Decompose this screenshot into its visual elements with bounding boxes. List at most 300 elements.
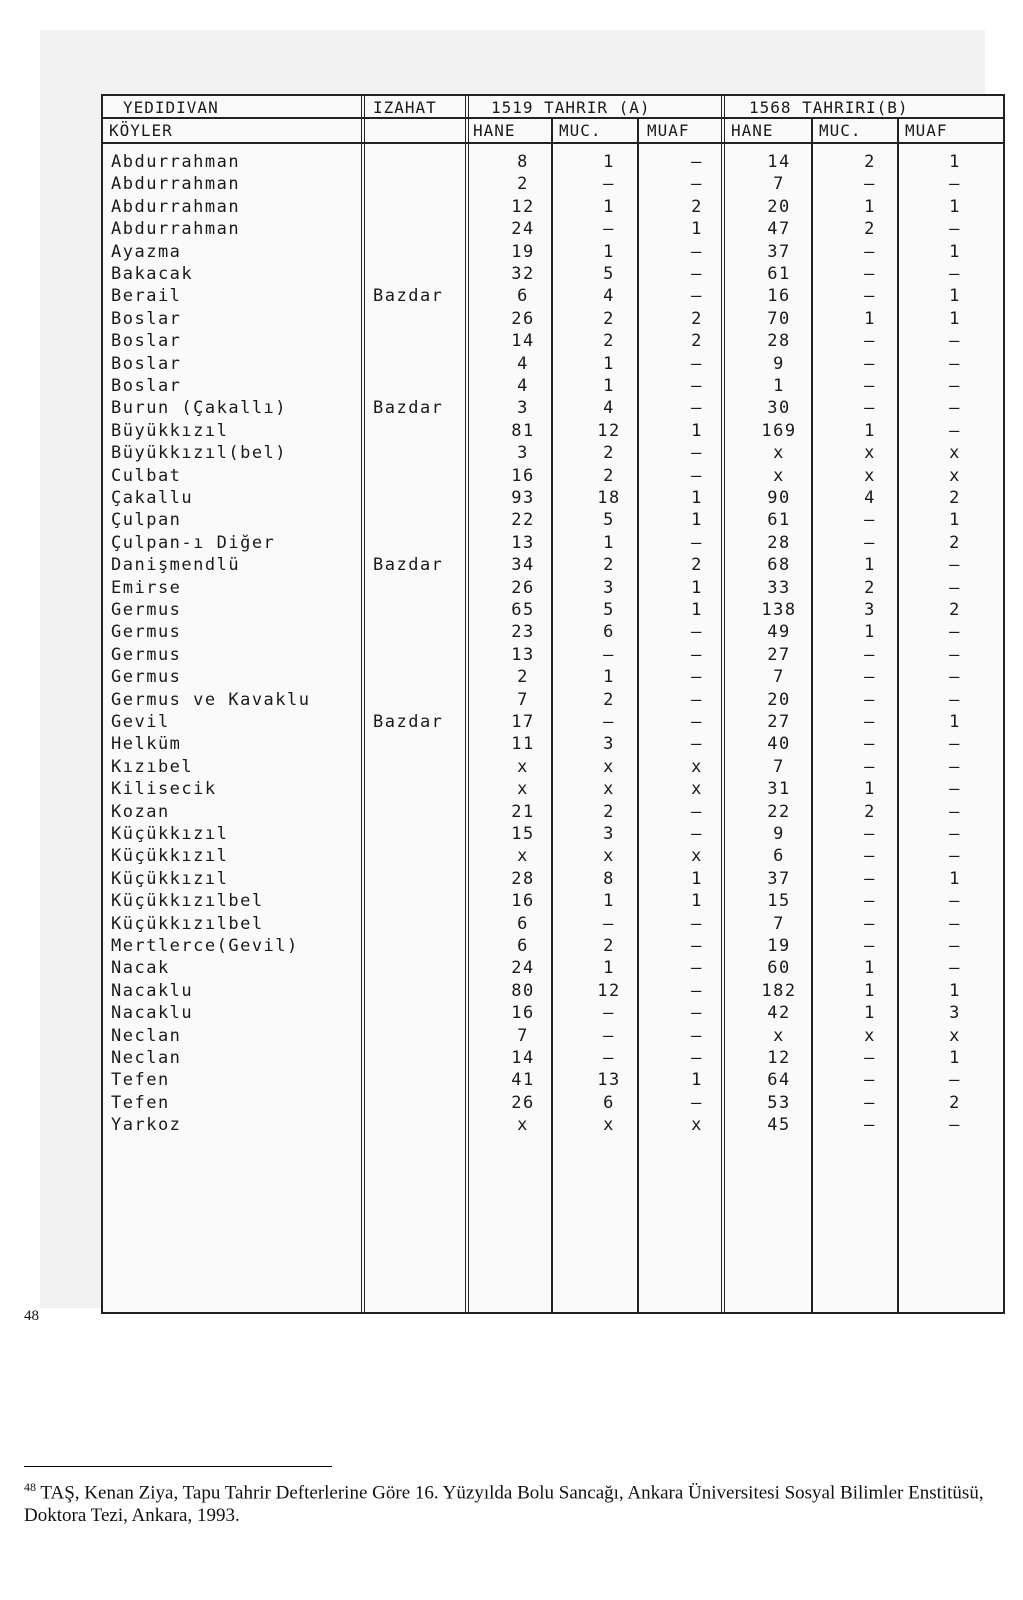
- b-muc-cell: 2: [864, 577, 876, 598]
- a-muc-cell: 2: [603, 689, 615, 710]
- table-row: [103, 555, 1003, 578]
- b-muc-cell: –: [864, 734, 876, 755]
- a-muaf-cell: –: [691, 286, 703, 307]
- b-muaf-cell: 1: [949, 712, 961, 732]
- village-name: Abdurrahman: [111, 219, 241, 240]
- table-row: [103, 914, 1003, 937]
- village-name: Boslar: [111, 308, 182, 329]
- b-muc-cell: 1: [864, 980, 876, 1001]
- a-hane-cell: 12: [511, 196, 535, 217]
- b-muc-cell: –: [864, 644, 876, 665]
- table-row: [103, 802, 1003, 825]
- b-muc-cell: –: [864, 1070, 876, 1091]
- a-muaf-cell: –: [691, 264, 703, 284]
- a-muc-cell: –: [603, 1025, 615, 1046]
- village-name: Bakacak: [111, 264, 194, 284]
- b-muc-cell: –: [864, 353, 876, 374]
- b-muaf-cell: 1: [949, 196, 961, 217]
- a-hane-cell: 19: [511, 241, 535, 262]
- b-hane-cell: 7: [773, 174, 785, 195]
- a-muc-cell: 6: [603, 1092, 615, 1113]
- a-muaf-cell: –: [691, 622, 703, 643]
- village-name: Küçükkızıl: [111, 824, 229, 844]
- table-row: [103, 510, 1003, 533]
- b-muaf-cell: 1: [949, 241, 961, 262]
- b-muaf-cell: –: [949, 644, 961, 665]
- a-muc-cell: 8: [603, 868, 615, 889]
- b-muaf-cell: 1: [949, 868, 961, 889]
- b-muc-cell: 1: [864, 555, 876, 576]
- b-hane-cell: 6: [773, 846, 785, 867]
- a-muaf-cell: 2: [691, 555, 703, 576]
- a-muaf-cell: –: [691, 443, 703, 464]
- village-name: Germus: [111, 600, 182, 620]
- a-muc-cell: 13: [597, 1070, 621, 1091]
- b-hane-cell: 20: [767, 196, 791, 217]
- b-muaf-cell: –: [949, 577, 961, 598]
- a-muc-cell: 4: [603, 286, 615, 307]
- village-name: Gevil: [111, 712, 170, 732]
- table-row: [103, 421, 1003, 444]
- a-muaf-cell: 1: [691, 577, 703, 598]
- b-hane-cell: x: [773, 465, 785, 486]
- b-muc-cell: –: [864, 264, 876, 284]
- a-muc-cell: 6: [603, 622, 615, 643]
- a-hane-cell: 4: [517, 353, 529, 374]
- b-muc-cell: –: [864, 1092, 876, 1113]
- table-row: [103, 443, 1003, 466]
- b-muaf-cell: –: [949, 1115, 961, 1136]
- village-name: Yarkoz: [111, 1115, 182, 1136]
- b-muaf-cell: 2: [949, 532, 961, 553]
- a-muc-cell: 5: [603, 600, 615, 620]
- table-row: [103, 1048, 1003, 1071]
- table-row: [103, 734, 1003, 757]
- izahat-cell: Bazdar: [373, 398, 444, 419]
- b-muc-cell: –: [864, 689, 876, 710]
- table-row: [103, 1026, 1003, 1049]
- a-muc-cell: 2: [603, 308, 615, 329]
- a-muaf-cell: –: [691, 174, 703, 195]
- b-hane-cell: 60: [767, 958, 791, 979]
- b-muc-cell: –: [864, 376, 876, 396]
- a-hane-cell: 41: [511, 1070, 535, 1091]
- a-hane-header: HANE: [473, 121, 516, 140]
- b-muc-cell: 1: [864, 420, 876, 441]
- a-muc-cell: 1: [603, 891, 615, 912]
- a-muc-cell: x: [603, 779, 615, 800]
- b-muc-cell: 2: [864, 219, 876, 240]
- table-row: [103, 197, 1003, 220]
- table-row: [103, 846, 1003, 869]
- table-row: [103, 1070, 1003, 1093]
- b-muc-cell: 2: [864, 801, 876, 822]
- a-muaf-cell: –: [691, 241, 703, 262]
- table-row: [103, 712, 1003, 735]
- a-muc-cell: 5: [603, 510, 615, 531]
- b-hane-cell: 28: [767, 532, 791, 553]
- a-muaf-cell: x: [691, 756, 703, 777]
- b-hane-cell: 12: [767, 1048, 791, 1068]
- a-muc-cell: –: [603, 1003, 615, 1024]
- a-muc-cell: 1: [603, 532, 615, 553]
- b-muc-cell: –: [864, 510, 876, 531]
- table-row: [103, 1093, 1003, 1116]
- a-hane-cell: x: [517, 779, 529, 800]
- b-muc-cell: –: [864, 756, 876, 777]
- table-row: [103, 354, 1003, 377]
- a-hane-cell: 13: [511, 644, 535, 665]
- b-muaf-cell: –: [949, 622, 961, 643]
- table-row: [103, 891, 1003, 914]
- b-muc-header: MUC.: [819, 121, 862, 140]
- b-muc-cell: 1: [864, 308, 876, 329]
- b-muaf-cell: –: [949, 398, 961, 419]
- b-hane-cell: 53: [767, 1092, 791, 1113]
- village-name: Helküm: [111, 734, 182, 755]
- a-hane-cell: 28: [511, 868, 535, 889]
- b-muc-cell: –: [864, 712, 876, 732]
- a-hane-cell: 23: [511, 622, 535, 643]
- region-title: YEDIDIVAN: [123, 98, 219, 117]
- a-muc-cell: 2: [603, 555, 615, 576]
- a-muaf-cell: 1: [691, 488, 703, 508]
- b-muaf-cell: x: [949, 1025, 961, 1046]
- b-muaf-cell: –: [949, 555, 961, 576]
- villages-column-header: KÖYLER: [109, 121, 173, 140]
- a-hane-cell: 26: [511, 308, 535, 329]
- table-row: [103, 466, 1003, 489]
- village-name: Abdurrahman: [111, 152, 241, 172]
- b-muc-cell: x: [864, 465, 876, 486]
- village-name: Küçükkızılbel: [111, 913, 264, 934]
- table-row: [103, 286, 1003, 309]
- footnote-text: TAŞ, Kenan Ziya, Tapu Tahrir Defterlerine Göre 16. Yüzyılda Bolu Sancağı, Ankara Üniversitesi Sosyal Bilimler Enstitüsü, Doktora Tezi, Ankara, 1993.: [24, 1482, 984, 1527]
- a-hane-cell: 7: [517, 1025, 529, 1046]
- a-hane-cell: x: [517, 756, 529, 777]
- b-hane-cell: 169: [761, 420, 797, 441]
- header-divider: [103, 117, 1003, 119]
- b-muaf-cell: 1: [949, 1048, 961, 1068]
- b-muaf-cell: –: [949, 667, 961, 688]
- a-muaf-cell: –: [691, 980, 703, 1001]
- b-muc-cell: –: [864, 667, 876, 688]
- b-hane-cell: 16: [767, 286, 791, 307]
- b-muaf-cell: x: [949, 465, 961, 486]
- footnote-marker: 48: [24, 1480, 36, 1494]
- scanned-table-image: [40, 30, 985, 1308]
- a-hane-cell: 3: [517, 398, 529, 419]
- a-muaf-cell: –: [691, 1092, 703, 1113]
- a-muaf-cell: 2: [691, 196, 703, 217]
- a-muaf-cell: 1: [691, 868, 703, 889]
- b-hane-cell: 49: [767, 622, 791, 643]
- table-row: [103, 1115, 1003, 1138]
- table-row: [103, 1003, 1003, 1026]
- a-muaf-cell: –: [691, 465, 703, 486]
- footnote: [24, 1476, 984, 1527]
- table-row: [103, 869, 1003, 892]
- b-muc-cell: –: [864, 891, 876, 912]
- table-row: [103, 331, 1003, 354]
- village-name: Mertlerce(Gevil): [111, 936, 299, 956]
- a-hane-cell: 24: [511, 219, 535, 240]
- b-muc-cell: –: [864, 286, 876, 307]
- a-muc-cell: 1: [603, 376, 615, 396]
- b-hane-cell: 22: [767, 801, 791, 822]
- a-muaf-cell: x: [691, 846, 703, 867]
- a-muc-cell: –: [603, 174, 615, 195]
- village-name: Çakallu: [111, 488, 194, 508]
- a-hane-cell: 7: [517, 689, 529, 710]
- a-hane-cell: 16: [511, 465, 535, 486]
- a-muaf-header: MUAF: [647, 121, 690, 140]
- a-hane-cell: 8: [517, 152, 529, 172]
- b-hane-cell: 31: [767, 779, 791, 800]
- table-row: [103, 578, 1003, 601]
- village-name: Neclan: [111, 1048, 182, 1068]
- table-row: [103, 600, 1003, 623]
- b-hane-cell: 27: [767, 712, 791, 732]
- village-name: Büyükkızıl(bel): [111, 443, 288, 464]
- a-muaf-cell: –: [691, 667, 703, 688]
- table-row: [103, 264, 1003, 287]
- b-hane-cell: 70: [767, 308, 791, 329]
- b-hane-cell: 9: [773, 353, 785, 374]
- b-muc-cell: –: [864, 846, 876, 867]
- b-muc-cell: –: [864, 1048, 876, 1068]
- a-muaf-cell: –: [691, 936, 703, 956]
- b-hane-cell: 33: [767, 577, 791, 598]
- table-row: [103, 958, 1003, 981]
- b-muaf-cell: –: [949, 779, 961, 800]
- table-row: [103, 981, 1003, 1004]
- b-muc-cell: 1: [864, 196, 876, 217]
- a-hane-cell: 80: [511, 980, 535, 1001]
- a-muaf-cell: –: [691, 734, 703, 755]
- izahat-cell: Bazdar: [373, 286, 444, 307]
- a-muaf-cell: –: [691, 532, 703, 553]
- b-muaf-cell: –: [949, 913, 961, 934]
- b-muaf-cell: –: [949, 891, 961, 912]
- village-name: Küçükkızıl: [111, 846, 229, 867]
- a-muaf-cell: 1: [691, 420, 703, 441]
- a-muc-cell: 1: [603, 958, 615, 979]
- village-name: Neclan: [111, 1025, 182, 1046]
- a-muc-cell: 5: [603, 264, 615, 284]
- b-muaf-cell: –: [949, 264, 961, 284]
- a-muaf-cell: 1: [691, 891, 703, 912]
- b-hane-cell: 68: [767, 555, 791, 576]
- b-muc-cell: 1: [864, 958, 876, 979]
- table-row: [103, 645, 1003, 668]
- table-row: [103, 309, 1003, 332]
- a-muaf-cell: –: [691, 913, 703, 934]
- a-muaf-cell: 2: [691, 308, 703, 329]
- a-hane-cell: 6: [517, 286, 529, 307]
- b-hane-cell: 37: [767, 241, 791, 262]
- a-hane-cell: 14: [511, 1048, 535, 1068]
- village-name: Çulpan-ı Diğer: [111, 532, 276, 553]
- b-hane-cell: x: [773, 1025, 785, 1046]
- b-muaf-cell: –: [949, 846, 961, 867]
- village-name: Berail: [111, 286, 182, 307]
- a-muc-cell: 1: [603, 152, 615, 172]
- izahat-cell: Bazdar: [373, 555, 444, 576]
- b-muaf-cell: 1: [949, 980, 961, 1001]
- village-name: Kozan: [111, 801, 170, 822]
- a-hane-cell: 16: [511, 891, 535, 912]
- b-muc-cell: –: [864, 174, 876, 195]
- table-row: [103, 690, 1003, 713]
- village-name: Küçükkızılbel: [111, 891, 264, 912]
- table-row: [103, 174, 1003, 197]
- a-muc-cell: 1: [603, 353, 615, 374]
- village-name: Abdurrahman: [111, 174, 241, 195]
- a-hane-cell: 16: [511, 1003, 535, 1024]
- a-hane-cell: 22: [511, 510, 535, 531]
- a-hane-cell: 21: [511, 801, 535, 822]
- b-muaf-cell: x: [949, 443, 961, 464]
- b-muaf-cell: –: [949, 331, 961, 352]
- a-hane-cell: 6: [517, 936, 529, 956]
- a-hane-cell: 32: [511, 264, 535, 284]
- a-muc-cell: 12: [597, 980, 621, 1001]
- a-hane-cell: 2: [517, 174, 529, 195]
- a-hane-cell: 65: [511, 600, 535, 620]
- a-muc-cell: x: [603, 1115, 615, 1136]
- footnote-divider: [24, 1466, 332, 1467]
- a-hane-cell: 24: [511, 958, 535, 979]
- a-muc-cell: 3: [603, 824, 615, 844]
- a-muc-cell: 2: [603, 801, 615, 822]
- a-muaf-cell: 1: [691, 1070, 703, 1091]
- b-hane-cell: 20: [767, 689, 791, 710]
- table-row: [103, 622, 1003, 645]
- b-muaf-cell: 2: [949, 1092, 961, 1113]
- table-row: [103, 242, 1003, 265]
- a-muaf-cell: 2: [691, 331, 703, 352]
- b-hane-cell: 7: [773, 667, 785, 688]
- b-hane-header: HANE: [731, 121, 774, 140]
- b-muaf-cell: 1: [949, 152, 961, 172]
- b-muaf-cell: 2: [949, 488, 961, 508]
- b-hane-cell: 64: [767, 1070, 791, 1091]
- a-muaf-cell: –: [691, 376, 703, 396]
- b-muc-cell: –: [864, 1115, 876, 1136]
- table-row: [103, 533, 1003, 556]
- table-row: [103, 376, 1003, 399]
- b-muaf-cell: 1: [949, 286, 961, 307]
- a-muc-cell: 18: [597, 488, 621, 508]
- a-muc-cell: –: [603, 712, 615, 732]
- a-hane-cell: 34: [511, 555, 535, 576]
- a-hane-cell: 13: [511, 532, 535, 553]
- a-muaf-cell: –: [691, 712, 703, 732]
- village-name: Büyükkızıl: [111, 420, 229, 441]
- b-muaf-cell: 1: [949, 510, 961, 531]
- a-muc-cell: 3: [603, 734, 615, 755]
- a-muc-cell: 2: [603, 443, 615, 464]
- village-name: Germus: [111, 644, 182, 665]
- a-muaf-cell: –: [691, 824, 703, 844]
- b-muc-cell: 3: [864, 600, 876, 620]
- a-muaf-cell: –: [691, 1025, 703, 1046]
- b-muaf-cell: –: [949, 420, 961, 441]
- b-muaf-cell: –: [949, 756, 961, 777]
- a-hane-cell: x: [517, 1115, 529, 1136]
- b-muc-cell: –: [864, 398, 876, 419]
- b-muc-cell: –: [864, 532, 876, 553]
- table-row: [103, 824, 1003, 847]
- b-hane-cell: 9: [773, 824, 785, 844]
- village-name: Nacaklu: [111, 1003, 194, 1024]
- b-hane-cell: 42: [767, 1003, 791, 1024]
- table-row: [103, 779, 1003, 802]
- village-name: Tefen: [111, 1092, 170, 1113]
- b-hane-cell: 37: [767, 868, 791, 889]
- b-hane-cell: 182: [761, 980, 797, 1001]
- b-hane-cell: 40: [767, 734, 791, 755]
- b-hane-cell: 61: [767, 264, 791, 284]
- village-name: Culbat: [111, 465, 182, 486]
- a-muaf-cell: x: [691, 779, 703, 800]
- b-muaf-cell: 2: [949, 600, 961, 620]
- b-hane-cell: 15: [767, 891, 791, 912]
- table-row: [103, 152, 1003, 175]
- a-hane-cell: 26: [511, 1092, 535, 1113]
- a-muc-cell: 2: [603, 465, 615, 486]
- village-name: Tefen: [111, 1070, 170, 1091]
- b-hane-cell: 19: [767, 936, 791, 956]
- a-muaf-cell: –: [691, 689, 703, 710]
- a-muaf-cell: –: [691, 1048, 703, 1068]
- b-muc-cell: x: [864, 443, 876, 464]
- b-muc-cell: –: [864, 913, 876, 934]
- a-muaf-cell: 1: [691, 510, 703, 531]
- a-muc-cell: –: [603, 1048, 615, 1068]
- b-muaf-cell: 3: [949, 1003, 961, 1024]
- b-hane-cell: 7: [773, 913, 785, 934]
- a-muaf-cell: –: [691, 353, 703, 374]
- b-hane-cell: 1: [773, 376, 785, 396]
- a-hane-cell: 14: [511, 331, 535, 352]
- a-muaf-cell: –: [691, 1003, 703, 1024]
- b-muaf-cell: –: [949, 174, 961, 195]
- b-muaf-cell: –: [949, 734, 961, 755]
- a-hane-cell: 15: [511, 824, 535, 844]
- village-name: Kilisecik: [111, 779, 217, 800]
- a-hane-cell: 93: [511, 488, 535, 508]
- a-muc-cell: 3: [603, 577, 615, 598]
- village-name: Nacaklu: [111, 980, 194, 1001]
- village-name: Boslar: [111, 353, 182, 374]
- table-row: [103, 219, 1003, 242]
- b-muc-cell: –: [864, 241, 876, 262]
- b-muc-cell: 1: [864, 779, 876, 800]
- header-divider: [103, 142, 1003, 144]
- a-muc-cell: 4: [603, 398, 615, 419]
- table-row: [103, 398, 1003, 421]
- b-muc-cell: –: [864, 868, 876, 889]
- a-hane-cell: x: [517, 846, 529, 867]
- b-muaf-cell: –: [949, 958, 961, 979]
- b-muc-cell: –: [864, 936, 876, 956]
- b-hane-cell: 47: [767, 219, 791, 240]
- b-hane-cell: 7: [773, 756, 785, 777]
- village-name: Emirse: [111, 577, 182, 598]
- a-muaf-cell: –: [691, 958, 703, 979]
